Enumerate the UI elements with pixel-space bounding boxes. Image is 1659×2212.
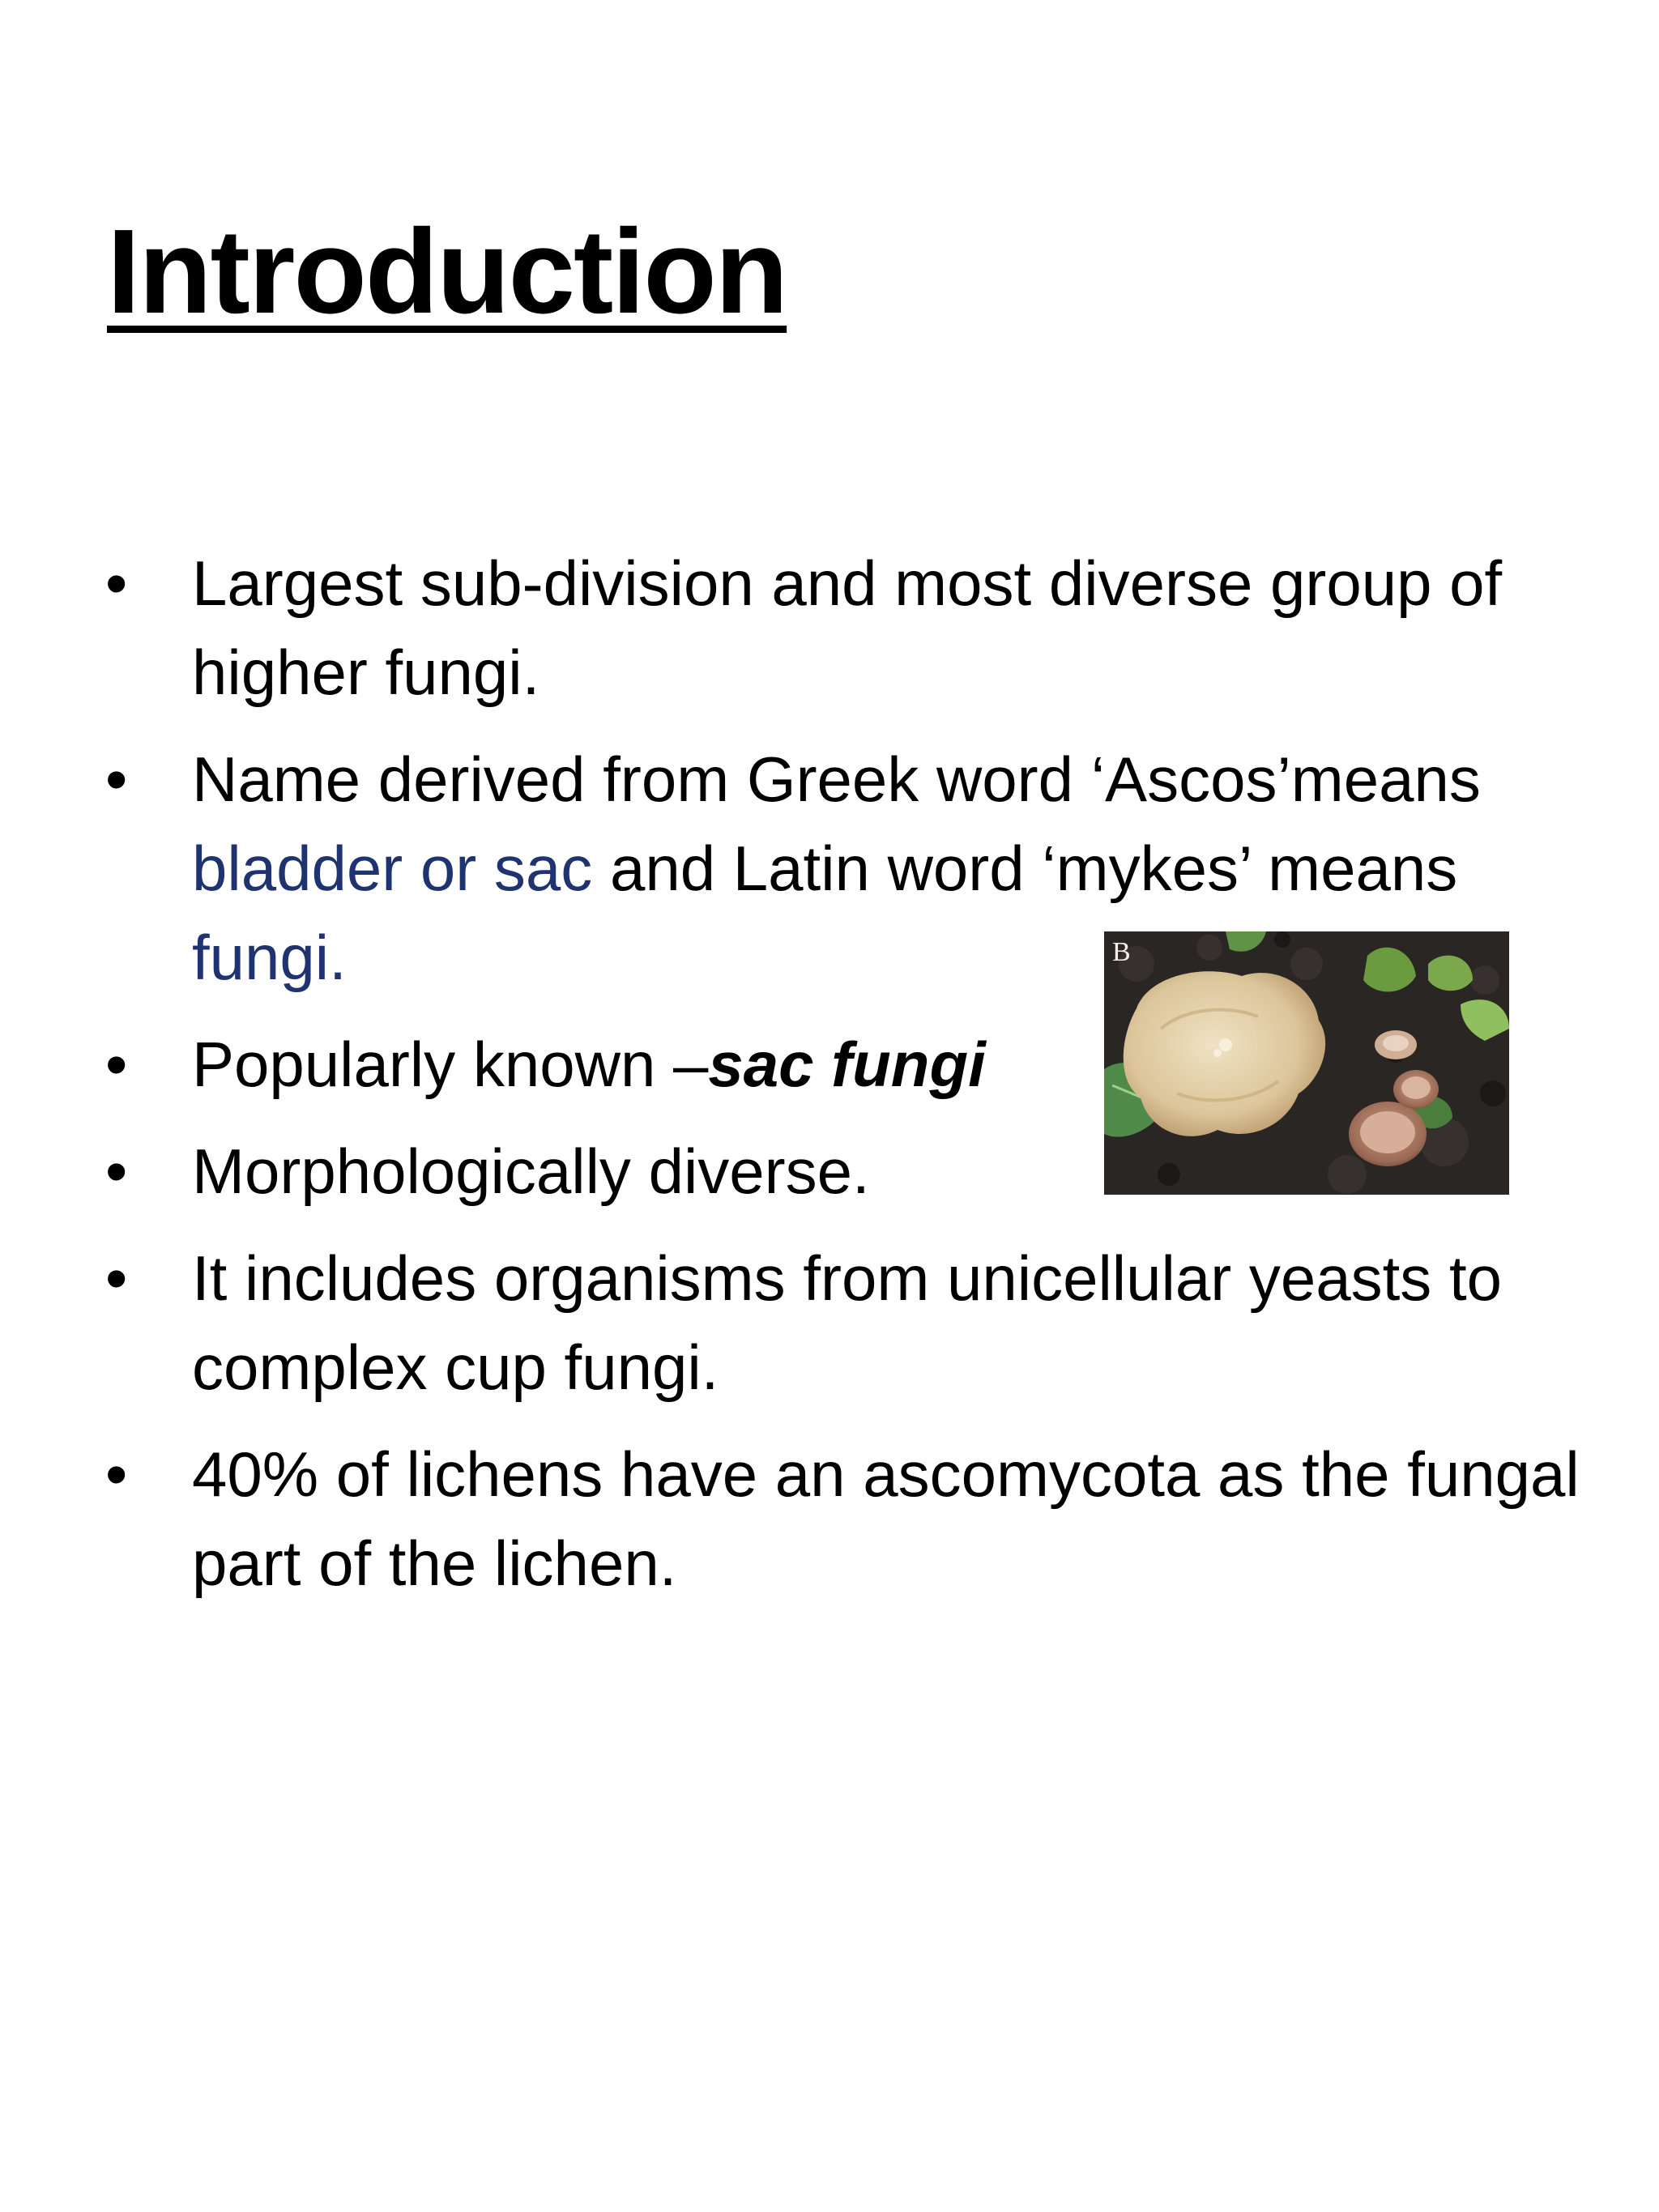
bullet-text: Largest sub-division and most diverse group of higher fungi. [192, 548, 1503, 708]
bullet-item-lichens [97, 1430, 1596, 1608]
bullet-dot: • [105, 1136, 128, 1207]
bullet-text: Morphologically diverse. [192, 1136, 870, 1207]
bullet-dot: • [105, 1438, 128, 1510]
bullet-text: Name derived from Greek word ‘Ascos’means [192, 744, 1481, 815]
bullet-text: Popularly known – [192, 1029, 709, 1100]
bullet-text: and Latin word ‘mykes’ means [592, 833, 1458, 904]
cup-fungi-photo [1104, 931, 1509, 1195]
bullet-item-largest-subdivision [97, 539, 1596, 717]
bullet-item-organisms-range [97, 1234, 1596, 1412]
bullet-dot: • [105, 744, 128, 815]
emphasis-sac-fungi: sac fungi [708, 1029, 986, 1100]
photo-corner-label: B [1112, 937, 1131, 967]
bullet-text: 40% of lichens have an ascomycota as the fungal part of the lichen. [192, 1438, 1580, 1599]
bullet-dot: • [105, 1029, 128, 1100]
cup-fungi-image [1104, 931, 1509, 1195]
highlight-bladder-or-sac: bladder or sac [192, 833, 593, 904]
bullet-dot: • [105, 1242, 128, 1314]
slide-title: Introduction [107, 205, 787, 339]
bullet-dot: • [105, 548, 128, 619]
highlight-fungi: fungi. [192, 922, 347, 993]
bullet-text: It includes organisms from unicellular yeasts to complex cup fungi. [192, 1242, 1503, 1403]
